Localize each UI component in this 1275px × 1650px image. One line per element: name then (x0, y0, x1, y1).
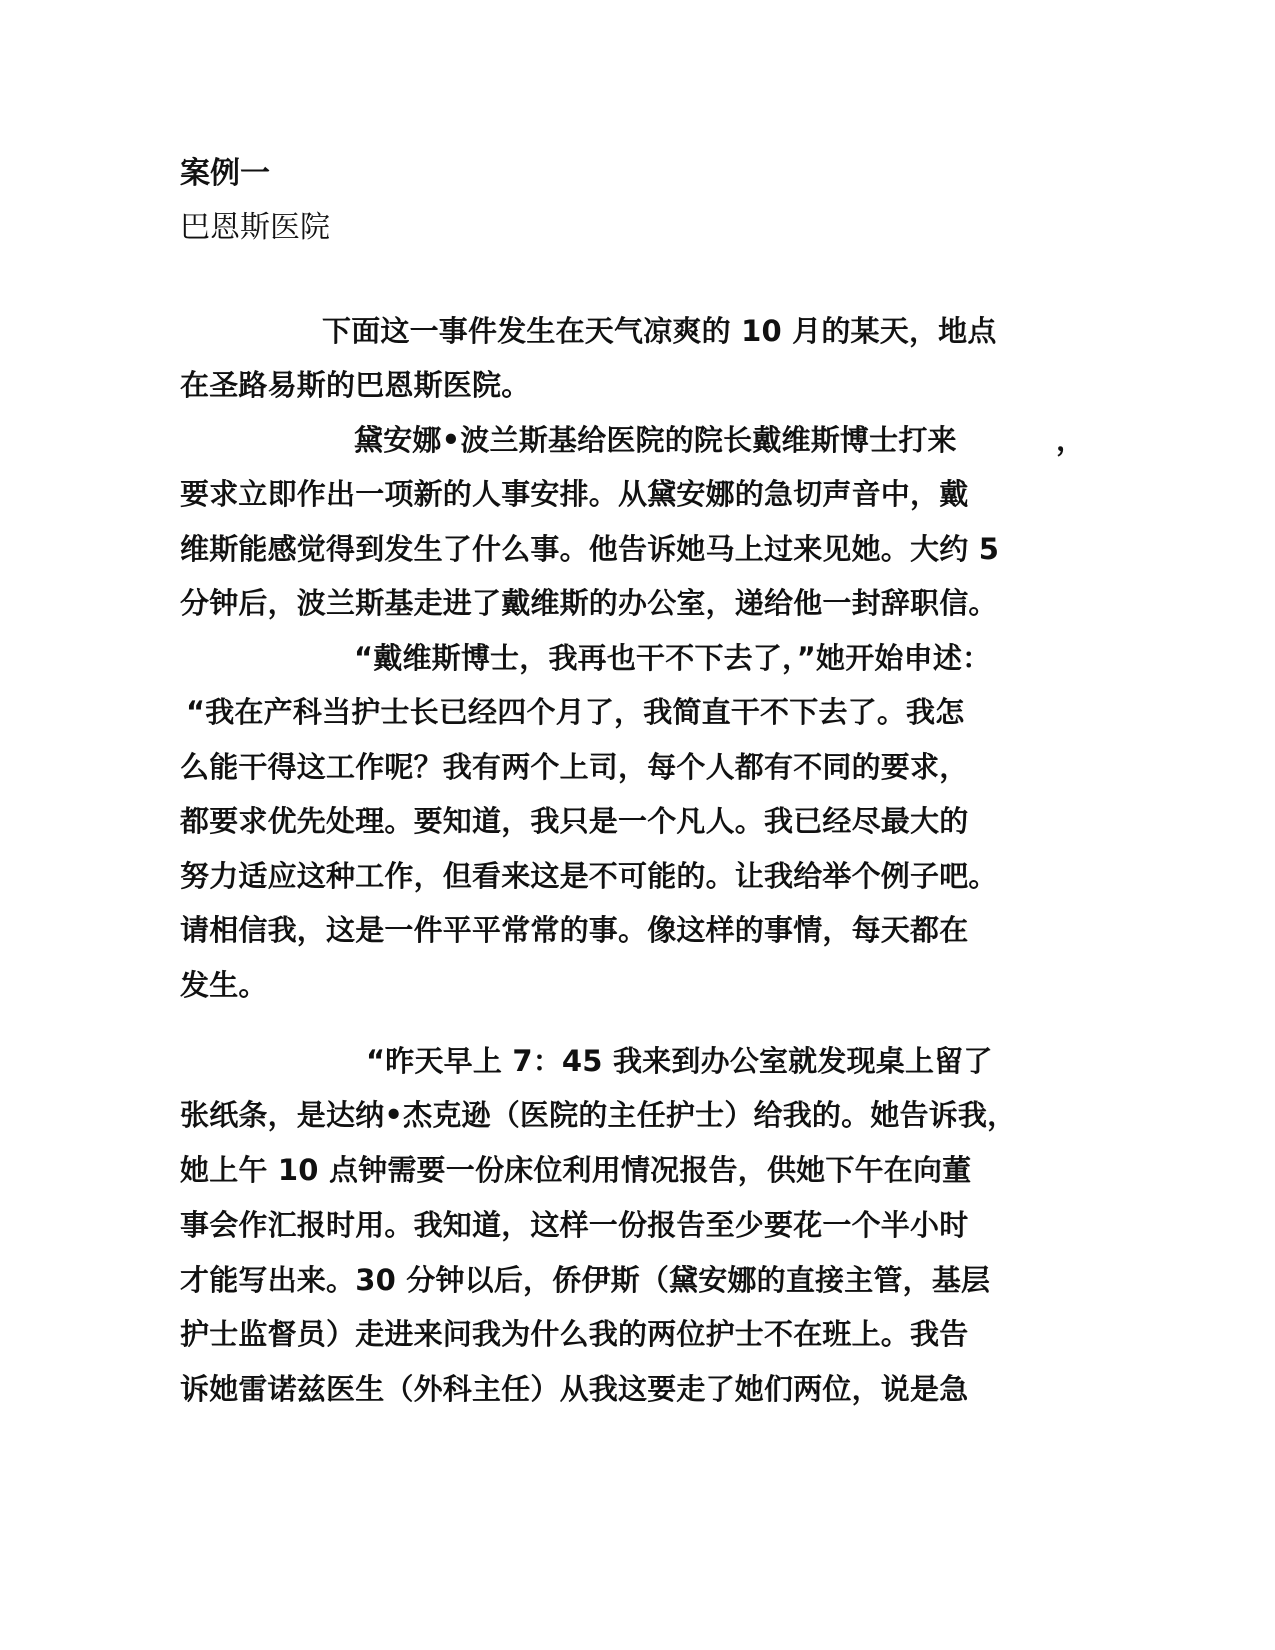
paragraph-3-line-4: 都要求优先处理。要知道，我只是一个凡人。我已经尽最大的 (180, 804, 969, 838)
paragraph-1-line-2: 在圣路易斯的巴恩斯医院。 (180, 368, 531, 402)
paragraph-2-trailing-comma: ， (1056, 423, 1086, 457)
paragraph-3-line-7: 发生。 (180, 968, 268, 1002)
document-subheading: 巴恩斯医院 (180, 210, 330, 245)
paragraph-4-line-6: 护士监督员）走进来问我为什么我的两位护士不在班上。我告 (180, 1317, 969, 1351)
paragraph-2-line-1: 黛安娜•波兰斯基给医院的院长戴维斯博士打来 (354, 423, 957, 457)
paragraph-4-line-2: 张纸条，是达纳•杰克逊（医院的主任护士）给我的。她告诉我， (180, 1098, 1017, 1132)
paragraph-4-line-4: 事会作汇报时用。我知道，这样一份报告至少要花一个半小时 (180, 1208, 969, 1242)
paragraph-4-line-1: “昨天早上 7：45 我来到办公室就发现桌上留了 (366, 1044, 993, 1078)
paragraph-4-line-7: 诉她雷诺兹医生（外科主任）从我这要走了她们两位，说是急 (180, 1372, 969, 1406)
paragraph-2-line-2: 要求立即作出一项新的人事安排。从黛安娜的急切声音中，戴 (180, 477, 969, 511)
paragraph-1-line-1: 下面这一事件发生在天气凉爽的 10 月的某天，地点 (322, 314, 997, 348)
paragraph-4-line-5: 才能写出来。30 分钟以后，侨伊斯（黛安娜的直接主管，基层 (180, 1263, 991, 1297)
paragraph-2-line-3: 维斯能感觉得到发生了什么事。他告诉她马上过来见她。大约 5 (180, 532, 1000, 566)
paragraph-4-line-3: 她上午 10 点钟需要一份床位利用情况报告，供她下午在向董 (180, 1153, 972, 1187)
paragraph-3-line-6: 请相信我，这是一件平平常常的事。像这样的事情，每天都在 (180, 913, 969, 947)
paragraph-3-line-1: “戴维斯博士，我再也干不下去了，”她开始申述： (354, 641, 992, 675)
paragraph-3-line-3: 么能干得这工作呢？我有两个上司，每个人都有不同的要求， (180, 750, 969, 784)
paragraph-3-line-2: “我在产科当护士长已经四个月了，我简直干不下去了。我怎 (186, 695, 965, 729)
paragraph-2-line-4: 分钟后，波兰斯基走进了戴维斯的办公室，递给他一封辞职信。 (180, 586, 998, 620)
document-heading: 案例一 (180, 156, 270, 191)
paragraph-3-line-5: 努力适应这种工作，但看来这是不可能的。让我给举个例子吧。 (180, 859, 998, 893)
